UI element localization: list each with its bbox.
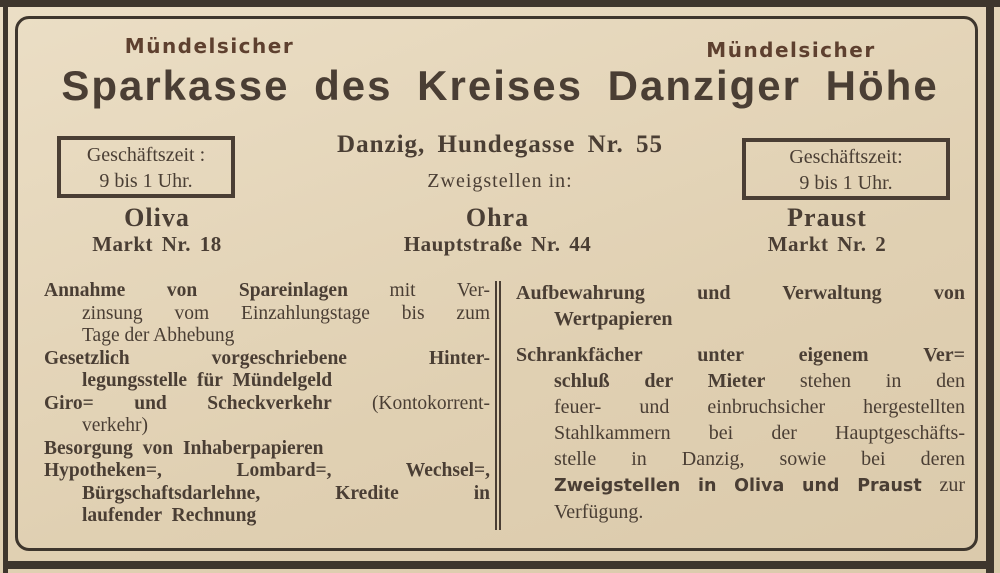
service-text: Besorgung von Inhaberpapieren xyxy=(44,437,324,459)
muendelsicher-label-left: Mündelsicher xyxy=(124,34,295,58)
service-line xyxy=(516,280,965,306)
services-column-left xyxy=(44,280,490,528)
service-line xyxy=(44,460,490,483)
branch-praust xyxy=(727,204,927,256)
outer-frame-left xyxy=(3,2,8,573)
business-hours-box-left xyxy=(57,136,235,198)
muendelsicher-label-right: Mündelsicher xyxy=(706,38,876,62)
service-line xyxy=(516,394,965,420)
branches-label: Zweigstellen in: xyxy=(427,170,573,192)
branch-oliva xyxy=(57,204,257,256)
business-hours-box-right xyxy=(742,138,950,200)
service-text: zinsung vom Einzahlungstage bis zum xyxy=(82,302,490,324)
business-hours-value: 9 bis 1 Uhr. xyxy=(799,172,893,194)
branch-name: Ohra xyxy=(465,203,530,232)
branch-address: Markt Nr. 2 xyxy=(767,232,887,256)
service-line xyxy=(516,446,965,472)
branch-address: Hauptstraße Nr. 44 xyxy=(403,232,592,256)
service-line xyxy=(516,420,965,446)
service-text: Bürgschaftsdarlehne, Kredite in xyxy=(82,482,490,504)
service-text: Wertpapieren xyxy=(554,308,673,330)
service-line xyxy=(44,348,490,371)
service-text: (Kontokorrent- xyxy=(371,392,490,414)
service-line xyxy=(44,483,490,506)
service-line xyxy=(44,505,490,528)
service-line xyxy=(516,472,965,499)
business-hours-label: Geschäftszeit: xyxy=(789,146,903,168)
service-text: Giro= und Scheckverkehr xyxy=(44,392,372,414)
outer-frame-bottom xyxy=(3,561,994,569)
outer-frame-right xyxy=(986,4,994,573)
service-line xyxy=(44,325,490,348)
outer-frame-top xyxy=(0,0,1000,7)
service-line xyxy=(516,306,965,332)
service-text: Tage der Abhebung xyxy=(82,325,235,346)
service-text: Aufbewahrung und Verwaltung von xyxy=(516,282,965,304)
service-text: schluß der Mieter xyxy=(554,370,800,392)
column-divider xyxy=(495,281,501,530)
service-text: Schrankfächer unter eigenem Ver= xyxy=(516,344,965,366)
service-text: Hypotheken=, Lombard=, Wechsel=, xyxy=(44,460,490,481)
service-text: verkehr) xyxy=(82,415,149,436)
service-text: zur xyxy=(939,474,965,496)
business-hours-label: Geschäftszeit : xyxy=(86,144,206,166)
service-text: Gesetzlich vorgeschriebene Hinter- xyxy=(44,347,490,369)
service-text: Stahlkammern bei der Hauptgeschäfts- xyxy=(554,422,965,444)
service-text: mit Ver- xyxy=(389,280,490,301)
service-line xyxy=(44,438,490,461)
service-line xyxy=(516,368,965,394)
service-line xyxy=(44,370,490,393)
service-text: Zweigstellen in Oliva und Praust xyxy=(554,476,940,496)
service-text: feuer- und einbruchsicher hergestellten xyxy=(554,396,965,418)
service-text: stelle in Danzig, sowie bei deren xyxy=(554,448,965,470)
service-line xyxy=(516,342,965,368)
service-line xyxy=(44,393,490,416)
service-line xyxy=(44,280,490,303)
service-text: Verfügung. xyxy=(554,501,644,523)
main-address: Danzig, Hundegasse Nr. 55 xyxy=(337,131,663,158)
services-column-right xyxy=(516,280,965,525)
business-hours-value: 9 bis 1 Uhr. xyxy=(99,170,193,192)
service-text: Annahme von Spareinlagen xyxy=(44,280,390,301)
service-line xyxy=(516,499,965,525)
bank-title: Sparkasse des Kreises Danziger Höhe xyxy=(61,62,939,109)
service-text: laufender Rechnung xyxy=(82,505,257,526)
branch-ohra xyxy=(380,204,615,256)
service-line xyxy=(44,303,490,326)
service-text: legungsstelle für Mündelgeld xyxy=(82,370,333,391)
branch-name: Oliva xyxy=(124,203,190,232)
service-line xyxy=(44,415,490,438)
service-text: stehen in den xyxy=(799,370,966,392)
branch-name: Praust xyxy=(787,203,867,232)
branch-address: Markt Nr. 18 xyxy=(92,232,222,256)
